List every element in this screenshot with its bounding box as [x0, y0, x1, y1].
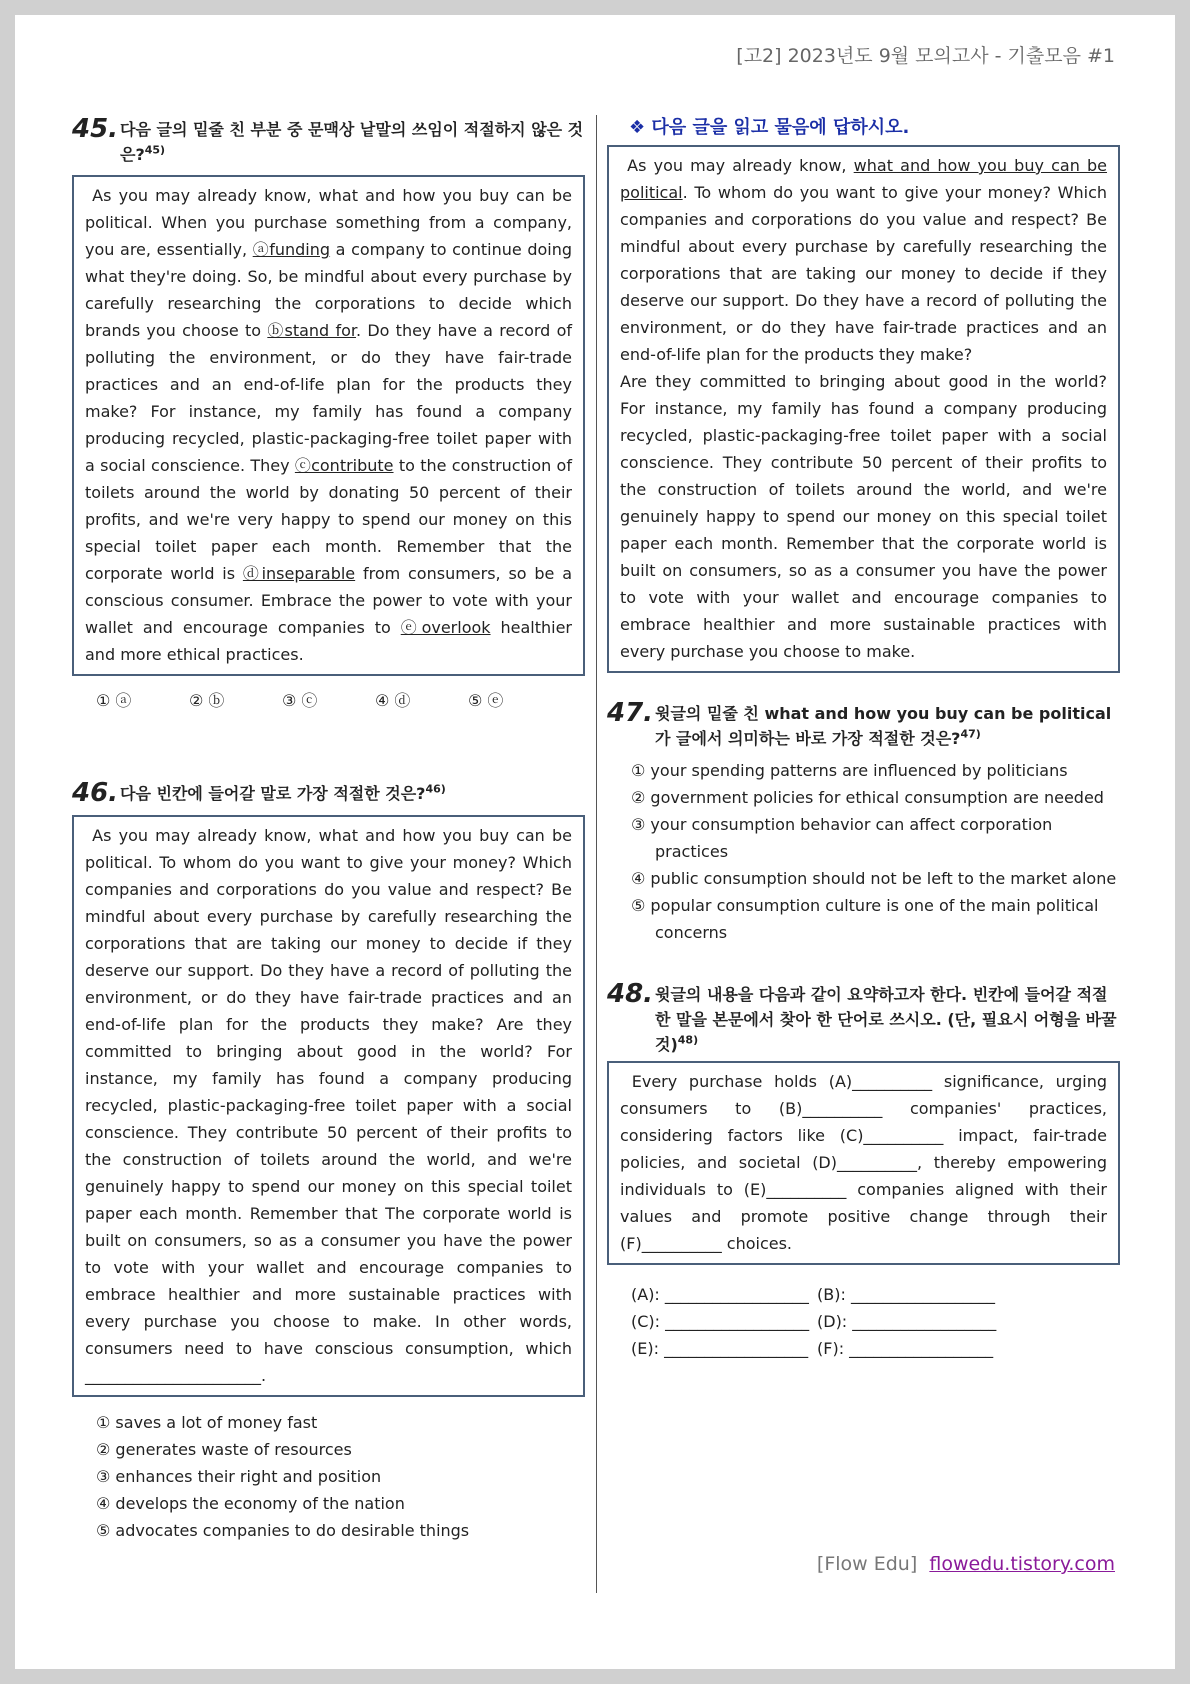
question-46-header [72, 779, 585, 807]
answer-row [631, 1308, 1120, 1335]
answer-row [631, 1281, 1120, 1308]
footnote-ref: 47) [960, 727, 981, 741]
underline-c: ⓒcontribute [294, 456, 394, 475]
shared-passage-box [607, 145, 1120, 673]
answer-row [631, 1335, 1120, 1362]
underline-b: ⓑstand for [267, 321, 356, 340]
question-47-header [607, 699, 1120, 751]
answer-blanks [631, 1281, 1120, 1362]
option-1[interactable]: ① saves a lot of money fast [96, 1413, 318, 1432]
option-3[interactable]: ③ ⓒ [282, 691, 318, 710]
answer-blank-a[interactable]: (A): __________________ [631, 1285, 809, 1304]
footnote-ref: 46) [425, 782, 446, 796]
passage-box [72, 175, 585, 676]
question-45 [72, 115, 585, 711]
answer-blank-b[interactable]: (B): __________________ [817, 1285, 995, 1304]
passage-text: As you may already know, what and how you buy can be political. When you purchase something from a company, you are, essentially, ⓐfunding a company to continue doing what they're doing. So, be mindful about every purchase by carefully researching the corporations to decide which brands you choose to ⓑstand for. Do they have a record of polluting the environment, or do they have fair-trade practices and an end-of-life plan for the products they make? For instance, my family has found a company producing recycled, plastic-packaging-free toilet paper with a social conscience. They ⓒcontribute to the construction of toilets around the world by donating 50 percent of their profits, and we're very happy to spend our money on this special toilet paper each month. Remember that the corporate world is ⓓinseparable from consumers, so be a conscious consumer. Embrace the power to vote with your wallet and encourage companies to ⓔoverlook healthier and more ethical practices. [85, 186, 572, 664]
answer-blank-e[interactable]: (E): __________________ [631, 1339, 809, 1358]
option-5[interactable]: ⑤ popular consumption culture is one of the main political concerns [631, 896, 1099, 942]
question-45-header [72, 115, 585, 167]
underline-a: ⓐfunding [252, 240, 331, 259]
footnote-ref: 48) [677, 1033, 699, 1047]
footer-link[interactable]: flowedu.tistory.com [929, 1553, 1115, 1575]
prompt-text: 다음 빈칸에 들어갈 말로 가장 적절한 것은? [120, 784, 426, 803]
question-number: 46. [72, 778, 119, 808]
page-footer [817, 1553, 1115, 1575]
underline-e: ⓔoverlook [400, 618, 491, 637]
question-46 [72, 779, 585, 1544]
prompt-text: 윗글의 내용을 다음과 같이 요약하고자 한다. 빈칸에 들어갈 적절한 말을 본문에서 찾아 한 단어로 쓰시오. (단, 필요시 어형을 바꿀 것) [655, 985, 1117, 1054]
option-4[interactable]: ④ ⓓ [375, 691, 411, 710]
footer-brand: [Flow Edu] [816, 1553, 918, 1575]
column-divider [596, 115, 597, 1593]
answer-options [96, 688, 585, 711]
option-2[interactable]: ② ⓑ [189, 691, 225, 710]
option-5[interactable]: ⑤ ⓔ [468, 691, 504, 710]
passage-text: As you may already know, what and how you buy can be political. To whom do you want to give your money? Which companies and corporations do you value and respect? Be mindful about every purchase by carefully researching the corporations that are taking our money to decide if they deserve our support. Do they have a record of polluting the environment, or do they have fair-trade practices and an end-of-life plan for the products they make? [620, 156, 1108, 364]
underlined-phrase: what and how you buy can be political [620, 156, 1108, 202]
right-column [607, 111, 1120, 1362]
option-1[interactable]: ① your spending patterns are influenced by politicians [631, 761, 1068, 780]
question-prompt [120, 115, 585, 167]
answer-blank-d[interactable]: (D): __________________ [817, 1312, 997, 1331]
instruction-heading: ❖ 다음 글을 읽고 물음에 답하시오. [629, 117, 910, 138]
left-column [72, 115, 585, 1544]
option-1[interactable]: ① ⓐ [96, 691, 132, 710]
question-48 [607, 980, 1120, 1362]
option-4[interactable]: ④ public consumption should not be left to the market alone [631, 869, 1117, 888]
option-4[interactable]: ④ develops the economy of the nation [96, 1494, 405, 1513]
question-prompt [655, 980, 1120, 1057]
summary-box [607, 1061, 1120, 1265]
option-3[interactable]: ③ enhances their right and position [96, 1467, 382, 1486]
option-5[interactable]: ⑤ advocates companies to do desirable things [96, 1521, 470, 1540]
question-prompt [655, 699, 1120, 751]
summary-text: Every purchase holds (A)__________ significance, urging consumers to (B)__________ companies' practices, considering factors like (C)__________ impact, fair-trade policies, and societal (D)__________, thereby empowering individuals to (E)__________ companies aligned with their values and promote positive change through their (F)__________ choices. [620, 1072, 1107, 1253]
passage-text: As you may already know, what and how you buy can be political. To whom do you want to give your money? Which companies and corporations do you value and respect? Be mindful about every purchase by carefully researching the corporations that are taking our money to decide if they deserve our support. Do they have a record of polluting the environment, or do they have fair-trade practices and an end-of-life plan for the products they make? Are they committed to bringing about good in the world? For instance, my family has found a company producing recycled, plastic-packaging-free toilet paper with a social conscience. They contribute 50 percent of their profits to the construction of toilets around the world, and we're genuinely happy to spend our money on this special toilet paper each month. Remember that The corporate world is built on consumers, so as a consumer you have the power to vote with your wallet and encourage companies to embrace healthier and more sustainable practices with every purchase you choose to make. In other words, consumers need to have conscious consumption, which ______________________. [85, 826, 572, 1385]
question-48-header [607, 980, 1120, 1057]
question-47 [607, 699, 1120, 946]
question-number: 48. [607, 979, 654, 1009]
answer-blank-f[interactable]: (F): __________________ [817, 1339, 994, 1358]
passage-text-2: Are they committed to bringing about good in the world? For instance, my family has found a company producing recycled, plastic-packaging-free toilet paper with a social conscience. They contribute 50 percent of their profits to the construction of toilets around the world, and we're genuinely happy to spend our money on this special toilet paper each month. Remember that the corporate world is built on consumers, so as a consumer you have the power to vote with your wallet and encourage companies to embrace healthier and more sustainable practices with every purchase you choose to make. [620, 372, 1107, 661]
passage-box [72, 815, 585, 1397]
exam-page [15, 15, 1175, 1669]
option-2[interactable]: ② generates waste of resources [96, 1440, 352, 1459]
answer-options [96, 1409, 585, 1544]
underline-d: ⓓinseparable [242, 564, 356, 583]
answer-blank-c[interactable]: (C): __________________ [631, 1312, 810, 1331]
prompt-text: 윗글의 밑줄 친 what and how you buy can be political 가 글에서 의미하는 바로 가장 적절한 것은? [655, 704, 1112, 748]
option-2[interactable]: ② government policies for ethical consumption are needed [631, 788, 1104, 807]
question-number: 47. [607, 698, 654, 728]
option-3[interactable]: ③ your consumption behavior can affect corporation practices [631, 815, 1053, 861]
prompt-text: 다음 글의 밑줄 친 부분 중 문맥상 낱말의 쓰임이 적절하지 않은 것은? [120, 120, 584, 164]
question-number: 45. [72, 114, 119, 144]
answer-options [631, 757, 1120, 946]
page-header: [고2] 2023년도 9월 모의고사 - 기출모음 #1 [736, 45, 1115, 67]
footnote-ref: 45) [144, 143, 166, 157]
question-prompt [120, 779, 446, 806]
